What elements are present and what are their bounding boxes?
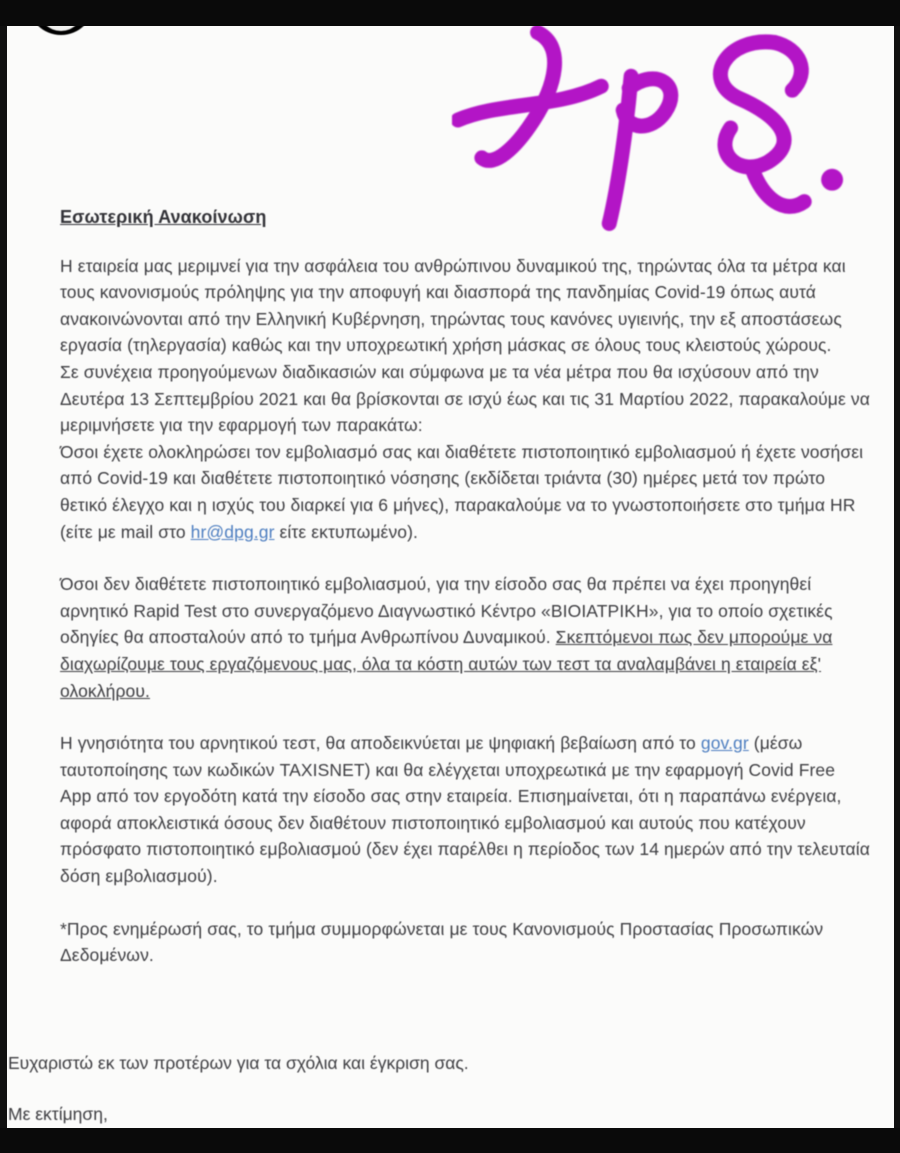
top-black-bar	[0, 0, 900, 26]
text-segment: Σκεπτόμενοι πως δεν μπορούμε να διαχωρίζουμε τους εργαζόμενους μας, όλα τα κόστη αυτών των τεστ τα αναλαμβάνει η εταιρεία εξ' ολοκλήρου.	[60, 627, 833, 701]
paragraph-gdpr-note	[60, 916, 870, 969]
bottom-black-bar	[0, 1128, 900, 1153]
paragraph-vaccinated-certificate	[60, 439, 870, 545]
right-black-edge	[894, 0, 900, 1153]
text-segment: Η γνησιότητα του αρνητικού τεστ, θα αποδεικνύεται με ψηφιακή βεβαίωση από το	[60, 733, 701, 754]
logo-stroke-g-tail	[752, 170, 804, 207]
gov-gr-link[interactable]: gov.gr	[700, 733, 749, 754]
text-segment: *Προς ενημέρωσή σας, το τμήμα συμμορφώνεται με τους Κανονισμούς Προστασίας Προσωπικών Δεδομένων.	[60, 918, 824, 966]
paragraph-new-measures-dates	[60, 359, 870, 439]
paragraph-rapid-test	[60, 571, 870, 704]
letter-heading: Εσωτερική Ανακοίνωση	[60, 207, 267, 227]
text-segment: Η εταιρεία μας μεριμνεί για την ασφάλεια του ανθρώπινου δυναμικού της, τηρώντας όλα τα μέτρα και τους κανονισμούς πρόληψης για την αποφυγή και διασπορά της πανδημίας Covid-19 όπως αυτά ανακοινώνονται από την Ελληνική Κυβέρνηση, τηρώντας τους κανόνες υγιεινής, την εξ αποστάσεως εργασία (τηλεργασία) καθώς και την υποχρεωτική χρήση μάσκας σε όλους τους κλειστούς χώρους.	[60, 255, 846, 356]
logo-period-dot	[821, 169, 843, 191]
logo-stroke-g-flick	[774, 42, 801, 90]
closing-thanks: Ευχαριστώ εκ των προτέρων για τα σχόλια και έγκριση σας.	[8, 1053, 469, 1073]
text-segment: Όσοι έχετε ολοκληρώσει τον εμβολιασμό σας και διαθέτετε πιστοποιητικό εμβολιασμού ή έχετε νοσήσει από Covid-19 και διαθέτετε πιστοποιητικό νόσησης (εκδίδεται τριάντα (30) ημέρες μετά τον πρώτο θετικό έλεγχο και η ισχύς του διαρκεί για 6 μήνες), παρακαλούμε να το γνωστοποιήσετε στο τμήμα HR (είτε με mail στο	[60, 441, 864, 542]
text-segment: Σε συνέχεια προηγούμενων διαδικασιών και σύμφωνα με τα νέα μέτρα που θα ισχύσουν από την Δευτέρα 13 Σεπτεμβρίου 2021 και θα βρίσκονται σε ισχύ έως και τις 31 Μαρτίου 2022, παρακαλούμε να μεριμνήσετε για την εφαρμογή των παρακάτω:	[60, 361, 870, 436]
letter-body	[60, 253, 870, 969]
closing-lines	[8, 1050, 469, 1127]
logo-stroke-p-stem	[609, 76, 631, 223]
left-black-edge	[0, 0, 7, 1153]
text-segment: είτε εκτυπωμένο).	[274, 521, 419, 542]
dpg-handwritten-logo-icon	[452, 20, 850, 235]
logo-stroke-g-loop	[720, 42, 784, 167]
paragraph-safety-measures	[60, 253, 870, 359]
text-segment: Όσοι δεν διαθέτετε πιστοποιητικό εμβολιασμού, για την είσοδο σας θα πρέπει να έχει προηγηθεί αρνητικό Rapid Test στο συνεργαζόμενο Διαγνωστικό Κέντρο «ΒΙΟΙΑΤΡΙΚΗ», για το οποίο σχετικές οδηγίες θα αποσταλούν από το τμήμα Ανθρωπίνου Δυναμικού.	[60, 574, 833, 648]
paragraph-test-verification	[60, 730, 870, 890]
text-segment: (μέσω ταυτοποίησης των κωδικών TAXISNET) και θα ελέγχεται υποχρεωτικά με την εφαρμογή Covid Free App από τον εργοδότη κατά την είσοδο σας στην εταιρεία. Επισημαίνεται, ότι η παραπάνω ενέργεια, αφορά αποκλειστικά όσους δεν διαθέτουν πιστοποιητικό εμβολιασμού και αυτούς που κατέχουν πρόσφατο πιστοποιητικό εμβολιασμού (δεν έχει παρέλθει η περίοδος των 14 ημερών από την τελευταία δόση εμβολιασμού).	[60, 733, 870, 887]
closing-regards: Με εκτίμηση,	[8, 1103, 108, 1124]
hr-email-link[interactable]: hr@dpg.gr	[190, 521, 275, 542]
